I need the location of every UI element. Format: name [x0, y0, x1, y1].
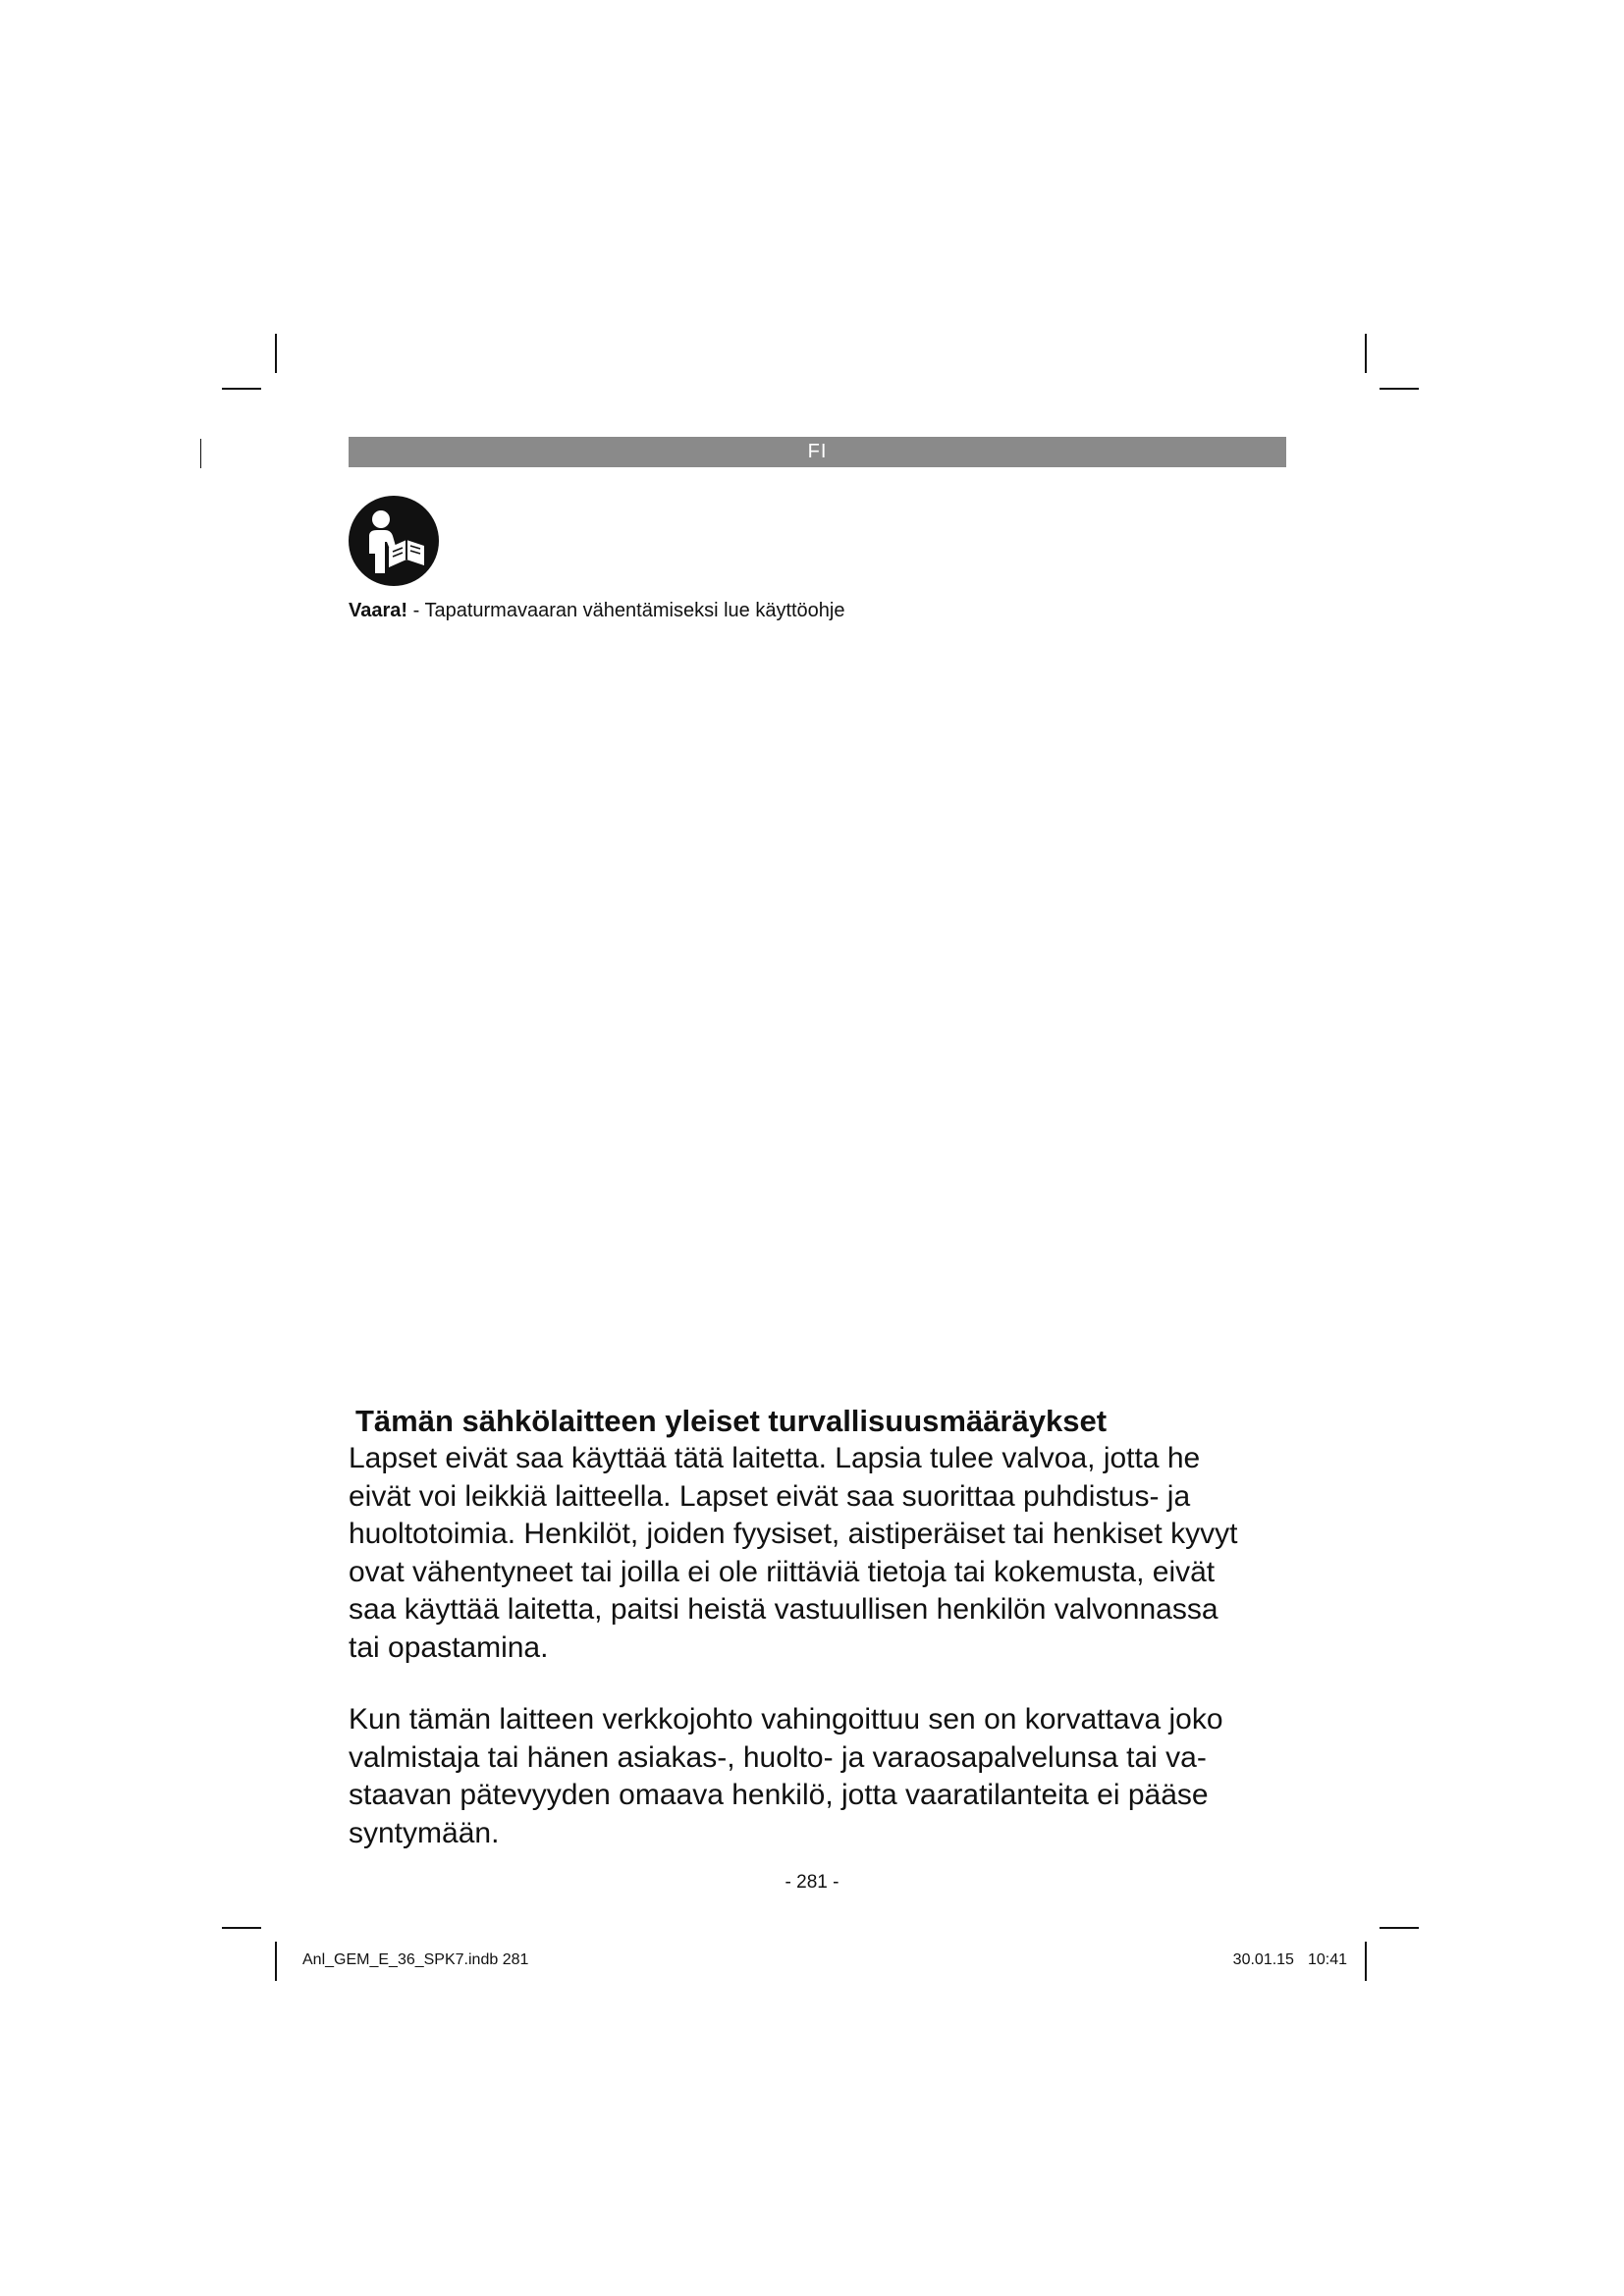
- footer-time: 10:41: [1307, 1951, 1347, 1968]
- paragraph-line: valmistaja tai hänen asiakas-, huolto- ja varaosapalvelunsa tai va-: [349, 1740, 1207, 1774]
- crop-mark-top-right-horizontal: [1380, 388, 1419, 390]
- safety-paragraph-power-cord: [349, 1701, 1291, 1852]
- paragraph-line: huoltotoimia. Henkilöt, joiden fyysiset, aistiperäiset tai henkiset kyvyt: [349, 1518, 1238, 1550]
- crop-mark-top-left-vertical: [275, 334, 277, 373]
- warning-line: [349, 597, 845, 624]
- footer-date: 30.01.15: [1232, 1951, 1294, 1968]
- paragraph-line: eivät voi leikkiä laitteella. Lapset eivät saa suorittaa puhdistus- ja: [349, 1479, 1191, 1513]
- paragraph-line: staavan pätevyyden omaava henkilö, jotta vaaratilanteita ei pääse: [349, 1779, 1209, 1811]
- warning-text: - Tapaturmavaaran vähentämiseksi lue käyttöohje: [407, 600, 845, 621]
- warning-label: Vaara!: [349, 600, 408, 621]
- safety-paragraph-children: [349, 1440, 1291, 1667]
- crop-mark-top-right-vertical: [1365, 334, 1367, 373]
- paragraph-line: syntymään.: [349, 1816, 500, 1849]
- paragraph-line: saa käyttää laitetta, paitsi heistä vastuullisen henkilön valvonnassa: [349, 1593, 1218, 1626]
- crop-mark-bottom-left-horizontal: [222, 1927, 261, 1929]
- footer-file-name: Anl_GEM_E_36_SPK7.indb 281: [302, 1951, 529, 1968]
- paragraph-line: tai opastamina.: [349, 1630, 549, 1664]
- paragraph-line: ovat vähentyneet tai joilla ei ole riittäviä tietoja tai kokemusta, eivät: [349, 1555, 1216, 1588]
- language-code: FI: [807, 441, 828, 462]
- crop-mark-top-left-horizontal: [222, 388, 261, 390]
- page-number: - 281 -: [785, 1872, 839, 1893]
- paragraph-line: Lapset eivät saa käyttää tätä laitetta. Lapsia tulee valvoa, jotta he: [349, 1442, 1201, 1474]
- crop-mark-left-side: [200, 439, 201, 468]
- crop-mark-bottom-right-vertical: [1365, 1942, 1367, 1981]
- paragraph-line: Kun tämän laitteen verkkojohto vahingoittuu sen on korvattava joko: [349, 1703, 1223, 1735]
- section-title: Tämän sähkölaitteen yleiset turvallisuusmääräykset: [355, 1404, 1108, 1438]
- crop-mark-bottom-left-vertical: [275, 1942, 277, 1981]
- read-manual-icon: [348, 495, 440, 587]
- language-header-bar: [349, 437, 1286, 467]
- crop-mark-bottom-right-horizontal: [1380, 1927, 1419, 1929]
- footer-timestamp: [1233, 1949, 1347, 1971]
